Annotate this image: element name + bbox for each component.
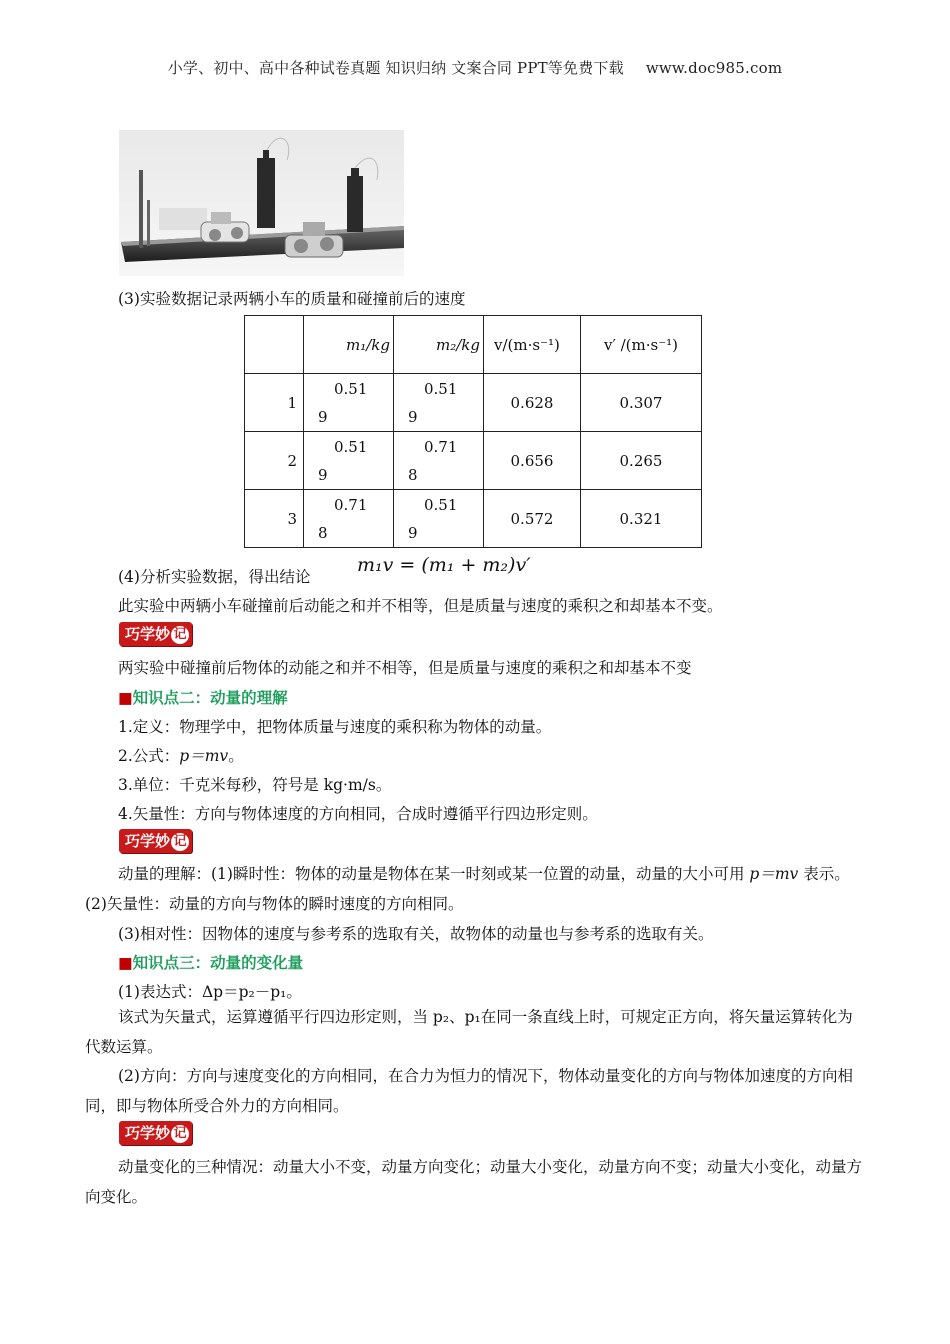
header-v: v/(m·s⁻¹) <box>484 316 581 374</box>
section-3-label: (3)实验数据记录两辆小车的质量和碰撞前后的速度 <box>118 290 466 308</box>
tip2-paragraph: 动量的理解：(1)瞬时性：物体的动量是物体在某一时刻或某一位置的动量，动量的大小可用 p＝mv 表示。(2)矢量性：动量的方向与物体的瞬时速度的方向相同。 <box>85 865 850 913</box>
header-m1: m₁/kg <box>304 316 394 374</box>
table-row <box>245 374 702 432</box>
header-url[interactable]: www.doc985.com <box>645 59 783 77</box>
header-empty-cell <box>245 316 304 374</box>
tip1-text: 两实验中碰撞前后物体的动能之和并不相等，但是质量与速度的乘积之和却基本不变 <box>118 659 692 677</box>
table-header-row <box>245 316 702 374</box>
cell-v-prime: 0.321 <box>581 490 702 548</box>
cell-v: 0.656 <box>484 432 581 490</box>
table-row <box>245 432 702 490</box>
cell-m2: 0.51 9 <box>394 490 484 548</box>
kp3-heading <box>118 951 303 973</box>
kp2-item-4: 4.矢量性：方向与物体速度的方向相同，合成时遵循平行四边形定则。 <box>118 805 598 823</box>
kp2-heading <box>118 686 288 708</box>
tip-badge: 巧学妙 记 <box>119 1121 192 1145</box>
cell-m2: 0.51 9 <box>394 374 484 432</box>
row-index: 3 <box>245 490 304 548</box>
tip-circle-icon: 记 <box>171 1125 189 1143</box>
cell-v-prime: 0.307 <box>581 374 702 432</box>
kp2-item-3: 3.单位：千克米每秒，符号是 kg·m/s。 <box>118 776 392 794</box>
kp3-expression-text: 该式为矢量式，运算遵循平行四边形定则，当 p₂、p₁在同一条直线上时，可规定正方向，将矢量运算转化为代数运算。 <box>85 1008 853 1056</box>
cell-v-prime: 0.265 <box>581 432 702 490</box>
collision-cart-apparatus-photo <box>119 130 404 276</box>
kp2-title: 知识点二：动量的理解 <box>132 688 288 707</box>
cell-m1: 0.51 9 <box>304 374 394 432</box>
cell-m1: 0.51 9 <box>304 432 394 490</box>
tip-badge: 巧学妙 记 <box>119 829 192 853</box>
conservation-formula: m₁v = (m₁ + m₂)v′ <box>357 554 531 576</box>
data-table <box>244 315 702 548</box>
header-v-prime: v′ /(m·s⁻¹) <box>581 316 702 374</box>
conclusion-text: 此实验中两辆小车碰撞前后动能之和并不相等，但是质量与速度的乘积之和却基本不变。 <box>118 597 723 615</box>
kp3-expression: (1)表达式：Δp＝p₂－p₁。 <box>118 983 302 1001</box>
row-index: 1 <box>245 374 304 432</box>
tip2-line-2: (3)相对性：因物体的速度与参考系的选取有关，故物体的动量也与参考系的选取有关。 <box>118 925 714 943</box>
page-header <box>0 57 950 78</box>
kp3-direction: (2)方向：方向与速度变化的方向相同，在合力为恒力的情况下，物体动量变化的方向与物体加速度的方向相同，即与物体所受合外力的方向相同。 <box>85 1067 853 1115</box>
header-text: 小学、初中、高中各种试卷真题 知识归纳 文案合同 PPT等免费下载 <box>167 59 624 77</box>
row-index: 2 <box>245 432 304 490</box>
tip-badge: 巧学妙 记 <box>119 622 192 646</box>
cell-m1: 0.71 8 <box>304 490 394 548</box>
tip3-text: 动量变化的三种情况：动量大小不变，动量方向变化；动量大小变化，动量方向不变；动量大小变化，动量方向变化。 <box>85 1158 863 1206</box>
cell-m2: 0.71 8 <box>394 432 484 490</box>
cell-v: 0.628 <box>484 374 581 432</box>
tip-circle-icon: 记 <box>171 833 189 851</box>
tip-circle-icon: 记 <box>171 626 189 644</box>
kp2-item-1: 1.定义：物理学中，把物体质量与速度的乘积称为物体的动量。 <box>118 718 552 736</box>
kp3-title: 知识点三：动量的变化量 <box>132 953 304 972</box>
cell-v: 0.572 <box>484 490 581 548</box>
bullet-square-icon: ■ <box>118 953 133 972</box>
kp2-item-2: 2.公式：p＝mv。 <box>118 747 244 765</box>
header-m2: m₂/kg <box>394 316 484 374</box>
bullet-square-icon: ■ <box>118 688 133 707</box>
table-row <box>245 490 702 548</box>
section-4-label: (4)分析实验数据，得出结论 <box>118 568 311 586</box>
